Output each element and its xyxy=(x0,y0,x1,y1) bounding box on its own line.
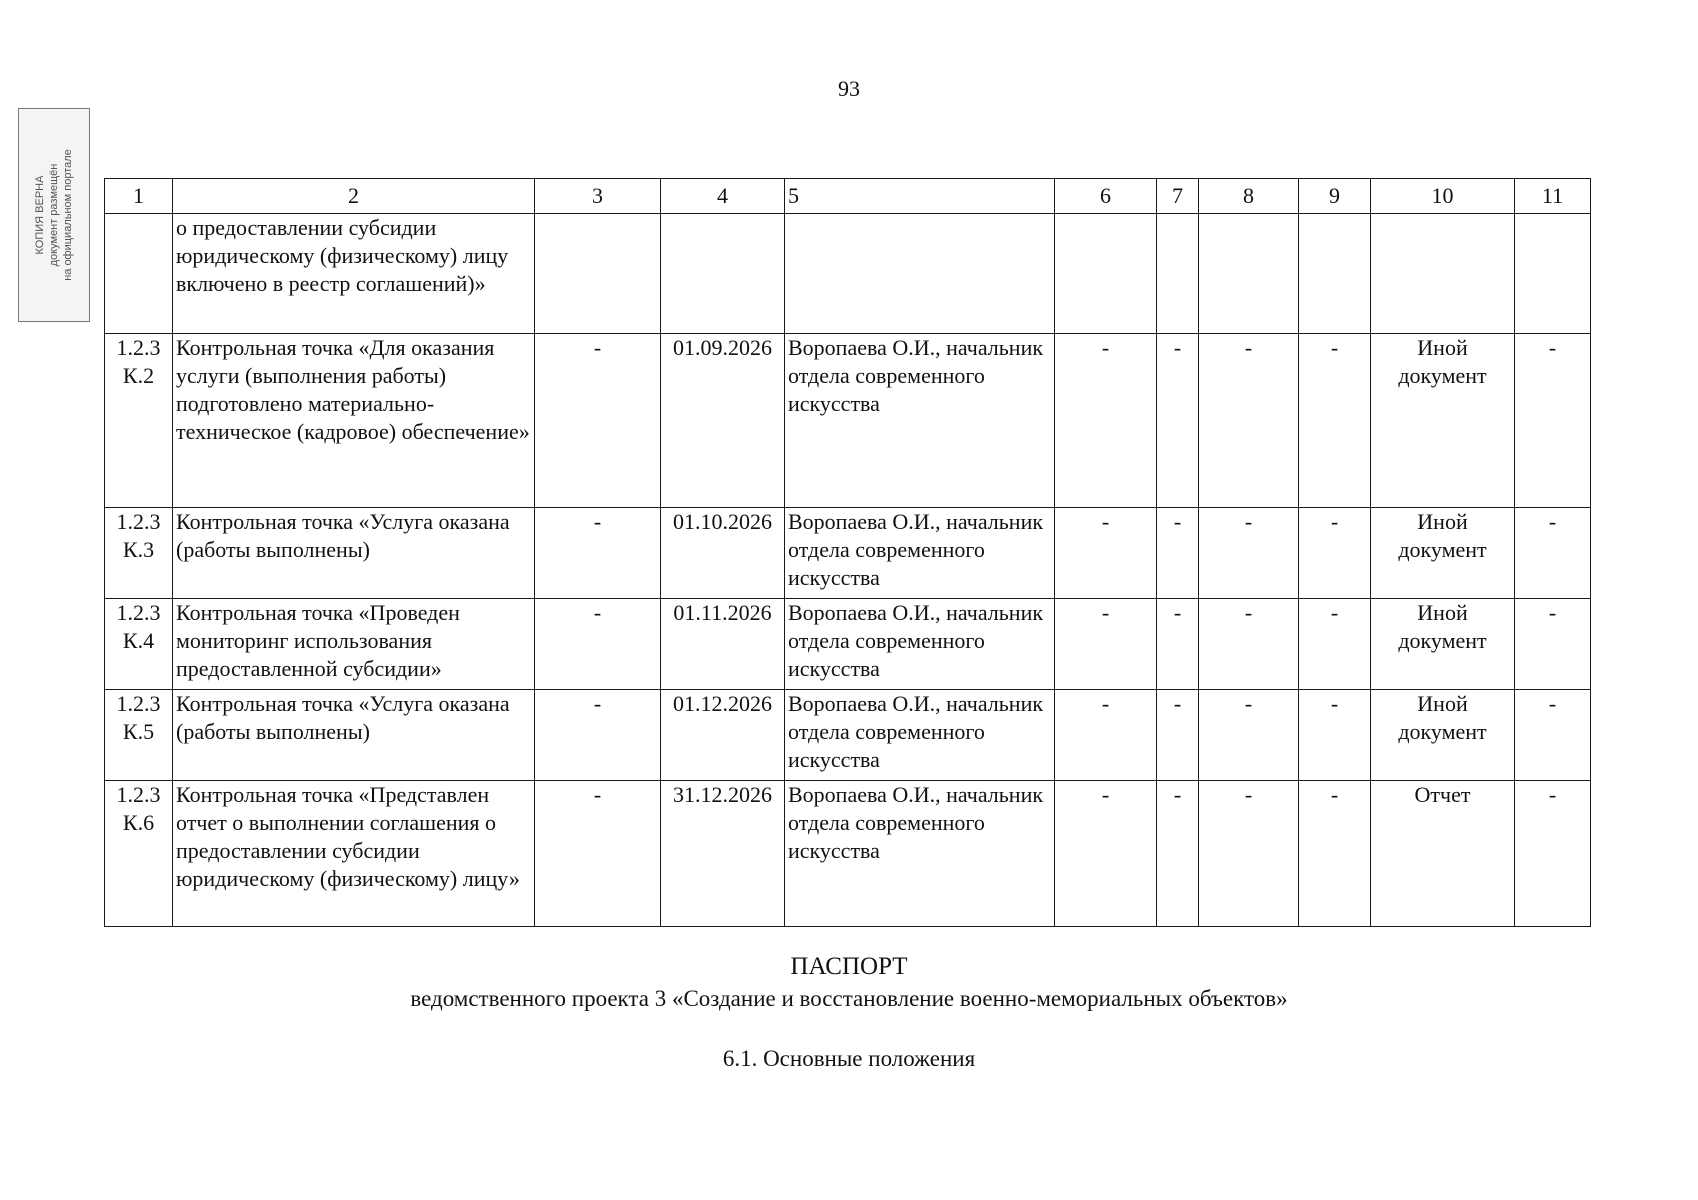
table-cell: - xyxy=(535,690,661,781)
column-header: 1 xyxy=(105,179,173,214)
table-row xyxy=(105,690,1591,781)
table-cell xyxy=(661,214,785,334)
table-cell: - xyxy=(1299,334,1371,508)
table-cell: - xyxy=(1199,781,1299,927)
table-cell: - xyxy=(535,334,661,508)
table-cell: о предоставлении субсидии юридическому (физическому) лицу включено в реестр соглашений)» xyxy=(173,214,535,334)
table-cell: - xyxy=(1515,599,1591,690)
page-number: 93 xyxy=(838,76,860,101)
table-cell: Воропаева О.И., начальник отдела современного искусства xyxy=(785,599,1055,690)
table-cell: - xyxy=(1157,334,1199,508)
table-cell: - xyxy=(1055,781,1157,927)
table-cell: Воропаева О.И., начальник отдела современного искусства xyxy=(785,334,1055,508)
table-cell: - xyxy=(1299,781,1371,927)
table-cell: Контрольная точка «Представлен отчет о выполнении соглашения о предоставлении субсидии юридическому (физическому) лицу» xyxy=(173,781,535,927)
table-cell: - xyxy=(1055,690,1157,781)
column-header: 3 xyxy=(535,179,661,214)
table-cell xyxy=(1515,214,1591,334)
table-cell: Воропаева О.И., начальник отдела современного искусства xyxy=(785,781,1055,927)
table-cell: - xyxy=(1515,334,1591,508)
stamp-line: КОПИЯ ВЕРНА xyxy=(34,175,47,255)
table-cell: Иной документ xyxy=(1371,508,1515,599)
table-cell xyxy=(1055,214,1157,334)
table-cell: Контрольная точка «Проведен мониторинг использования предоставленной субсидии» xyxy=(173,599,535,690)
table-row xyxy=(105,781,1591,927)
table-cell: - xyxy=(1299,690,1371,781)
table-cell: Иной документ xyxy=(1371,690,1515,781)
table-cell xyxy=(535,214,661,334)
table-cell: - xyxy=(1515,781,1591,927)
table-cell: Иной документ xyxy=(1371,599,1515,690)
table-cell: 31.12.2026 xyxy=(661,781,785,927)
table-row xyxy=(105,334,1591,508)
table-cell: Контрольная точка «Для оказания услуги (выполнения работы) подготовлено материально-техническое (кадровое) обеспечение» xyxy=(173,334,535,508)
archive-stamp xyxy=(18,108,90,322)
passport-subtitle: ведомственного проекта 3 «Создание и восстановление военно-мемориальных объектов» xyxy=(410,986,1288,1011)
stamp-line: документ размещён xyxy=(48,163,61,267)
table-cell: Воропаева О.И., начальник отдела современного искусства xyxy=(785,508,1055,599)
table-cell: - xyxy=(1299,599,1371,690)
column-header: 2 xyxy=(173,179,535,214)
table-cell: 01.11.2026 xyxy=(661,599,785,690)
table-cell: - xyxy=(1515,508,1591,599)
table-cell: Иной документ xyxy=(1371,334,1515,508)
table-cell xyxy=(1371,214,1515,334)
table-cell: 1.2.3 К.3 xyxy=(105,508,173,599)
control-points-table xyxy=(104,178,1591,927)
table-cell: - xyxy=(535,781,661,927)
table-cell: - xyxy=(535,508,661,599)
column-header: 8 xyxy=(1199,179,1299,214)
column-header: 7 xyxy=(1157,179,1199,214)
table-cell: 01.09.2026 xyxy=(661,334,785,508)
table-cell: - xyxy=(1055,334,1157,508)
table-cell: 1.2.3 К.6 xyxy=(105,781,173,927)
column-header: 5 xyxy=(785,179,1055,214)
table-cell: - xyxy=(1055,508,1157,599)
column-header: 10 xyxy=(1371,179,1515,214)
table-row xyxy=(105,508,1591,599)
table-cell: - xyxy=(1157,508,1199,599)
stamp-text xyxy=(33,149,75,281)
passport-title: ПАСПОРТ xyxy=(790,953,908,980)
table-cell: Контрольная точка «Услуга оказана (работы выполнены) xyxy=(173,508,535,599)
table-cell xyxy=(1199,214,1299,334)
column-header: 11 xyxy=(1515,179,1591,214)
table-cell: - xyxy=(1157,781,1199,927)
table-cell: 01.10.2026 xyxy=(661,508,785,599)
table-cell: - xyxy=(1515,690,1591,781)
table-cell: 1.2.3 К.4 xyxy=(105,599,173,690)
stamp-line: на официальном портале xyxy=(62,149,75,281)
table-cell: - xyxy=(1157,599,1199,690)
table-cell: - xyxy=(535,599,661,690)
table-row xyxy=(105,599,1591,690)
table-cell: - xyxy=(1299,508,1371,599)
table-cell: Отчет xyxy=(1371,781,1515,927)
table-cell: - xyxy=(1199,690,1299,781)
table-cell xyxy=(105,214,173,334)
table-cell: 01.12.2026 xyxy=(661,690,785,781)
table-cell: - xyxy=(1199,508,1299,599)
column-header: 9 xyxy=(1299,179,1371,214)
table-header-row xyxy=(105,179,1591,214)
table-cell xyxy=(1157,214,1199,334)
table-cell: - xyxy=(1157,690,1199,781)
table-cell: - xyxy=(1199,599,1299,690)
table-cell: 1.2.3 К.2 xyxy=(105,334,173,508)
table-cell: 1.2.3 К.5 xyxy=(105,690,173,781)
table-cell: - xyxy=(1199,334,1299,508)
table-cell: - xyxy=(1055,599,1157,690)
section-title: 6.1. Основные положения xyxy=(722,1046,976,1071)
table-cell xyxy=(785,214,1055,334)
table-row xyxy=(105,214,1591,334)
column-header: 4 xyxy=(661,179,785,214)
table-cell xyxy=(1299,214,1371,334)
table-cell: Контрольная точка «Услуга оказана (работы выполнены) xyxy=(173,690,535,781)
column-header: 6 xyxy=(1055,179,1157,214)
table-cell: Воропаева О.И., начальник отдела современного искусства xyxy=(785,690,1055,781)
